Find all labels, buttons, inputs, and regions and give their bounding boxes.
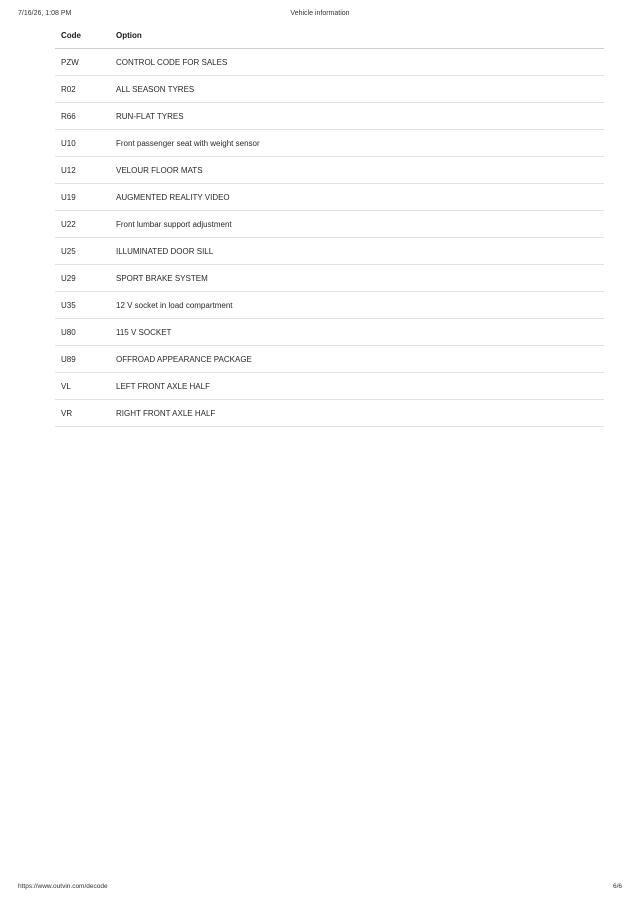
table-row bbox=[55, 157, 604, 184]
option-code-cell: U22 bbox=[55, 211, 110, 238]
option-code-cell: U10 bbox=[55, 130, 110, 157]
option-description-cell: RIGHT FRONT AXLE HALF bbox=[110, 400, 604, 427]
table-row bbox=[55, 184, 604, 211]
options-table bbox=[55, 22, 604, 427]
option-description-cell: Front passenger seat with weight sensor bbox=[110, 130, 604, 157]
option-code-cell: U80 bbox=[55, 319, 110, 346]
table-body bbox=[55, 49, 604, 427]
table-row bbox=[55, 319, 604, 346]
table-row bbox=[55, 400, 604, 427]
table-row bbox=[55, 373, 604, 400]
table-row bbox=[55, 130, 604, 157]
table-row bbox=[55, 103, 604, 130]
option-code-cell: U35 bbox=[55, 292, 110, 319]
option-code-cell: U89 bbox=[55, 346, 110, 373]
option-description-cell: SPORT BRAKE SYSTEM bbox=[110, 265, 604, 292]
page-url: https://www.outvin.com/decode bbox=[18, 883, 108, 890]
option-code-cell: VR bbox=[55, 400, 110, 427]
option-code-cell: U29 bbox=[55, 265, 110, 292]
table-row bbox=[55, 346, 604, 373]
table-header bbox=[55, 22, 604, 49]
column-header-option: Option bbox=[110, 22, 604, 49]
table-row bbox=[55, 238, 604, 265]
table-row bbox=[55, 292, 604, 319]
option-description-cell: Front lumbar support adjustment bbox=[110, 211, 604, 238]
option-code-cell: U19 bbox=[55, 184, 110, 211]
print-header bbox=[18, 10, 622, 22]
option-description-cell: RUN-FLAT TYRES bbox=[110, 103, 604, 130]
print-footer bbox=[18, 883, 622, 893]
option-code-cell: R02 bbox=[55, 76, 110, 103]
page-number: 6/6 bbox=[612, 883, 622, 890]
option-description-cell: ALL SEASON TYRES bbox=[110, 76, 604, 103]
option-code-cell: VL bbox=[55, 373, 110, 400]
option-description-cell: 115 V SOCKET bbox=[110, 319, 604, 346]
print-datetime: 7/16/26, 1:08 PM bbox=[18, 10, 72, 17]
option-description-cell: AUGMENTED REALITY VIDEO bbox=[110, 184, 604, 211]
option-description-cell: LEFT FRONT AXLE HALF bbox=[110, 373, 604, 400]
option-description-cell: ILLUMINATED DOOR SILL bbox=[110, 238, 604, 265]
page-title: Vehicle information bbox=[290, 10, 350, 17]
column-header-code: Code bbox=[55, 22, 110, 49]
table-row bbox=[55, 265, 604, 292]
option-description-cell: 12 V socket in load compartment bbox=[110, 292, 604, 319]
table-row bbox=[55, 211, 604, 238]
table-header-row bbox=[55, 22, 604, 49]
option-description-cell: VELOUR FLOOR MATS bbox=[110, 157, 604, 184]
table-row bbox=[55, 49, 604, 76]
option-description-cell: CONTROL CODE FOR SALES bbox=[110, 49, 604, 76]
option-code-cell: PZW bbox=[55, 49, 110, 76]
option-code-cell: U25 bbox=[55, 238, 110, 265]
option-code-cell: U12 bbox=[55, 157, 110, 184]
option-description-cell: OFFROAD APPEARANCE PACKAGE bbox=[110, 346, 604, 373]
option-code-cell: R66 bbox=[55, 103, 110, 130]
table-row bbox=[55, 76, 604, 103]
